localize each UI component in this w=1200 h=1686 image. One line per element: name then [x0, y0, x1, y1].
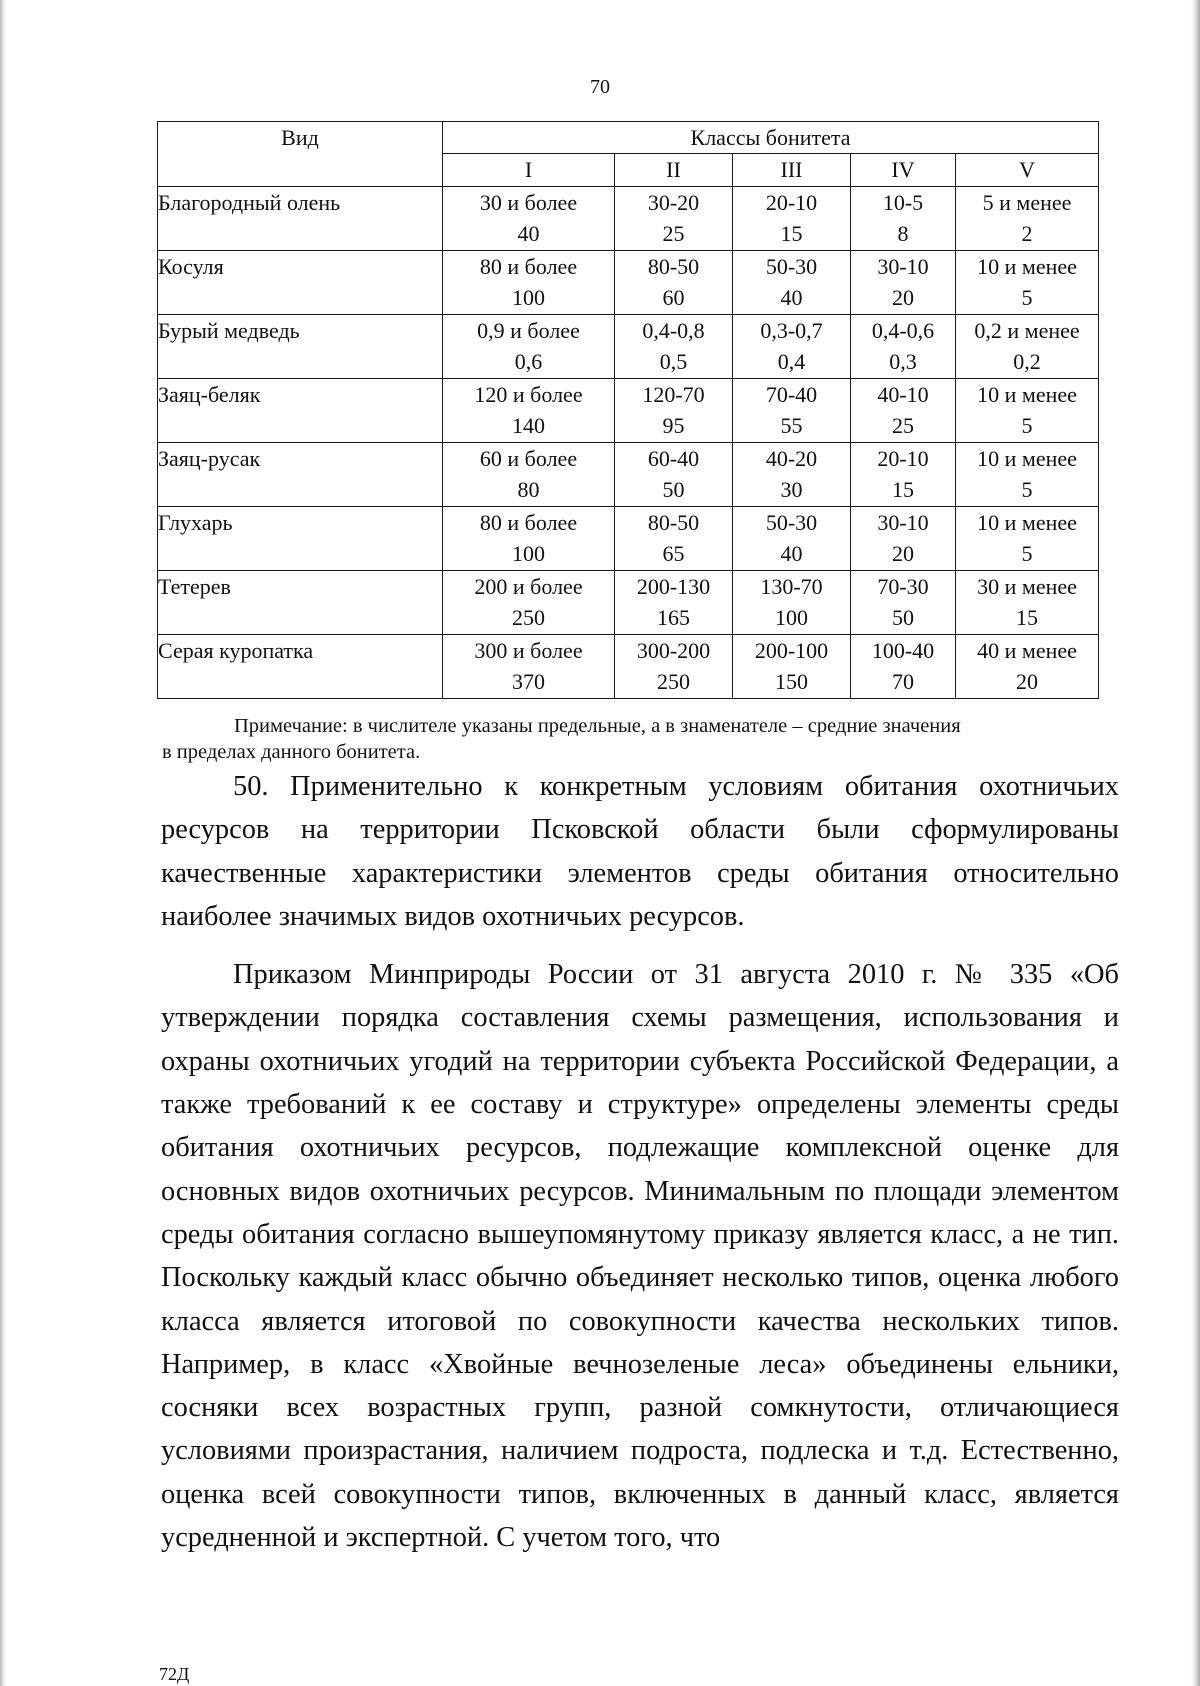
limit-value: 80-50 [647, 254, 700, 279]
average-value: 5 [1021, 541, 1033, 566]
class-value-cell [615, 379, 733, 443]
average-value: 20 [892, 541, 914, 566]
limit-value: 80 и более [479, 254, 578, 279]
class-value-cell [733, 187, 851, 251]
average-value: 5 [1021, 477, 1033, 502]
class-value-cell [956, 187, 1099, 251]
limit-value: 20-10 [765, 190, 818, 215]
limit-value: 130-70 [760, 574, 823, 599]
average-value: 15 [780, 221, 803, 246]
limit-value: 10 и менее [977, 254, 1077, 279]
average-value: 370 [512, 669, 545, 694]
limit-value: 30-10 [877, 254, 929, 279]
average-value: 5 [1021, 285, 1033, 310]
average-value: 65 [662, 541, 685, 566]
class-value-cell [956, 571, 1099, 635]
limit-value: 50-30 [765, 254, 818, 279]
species-cell: Бурый медведь [158, 315, 443, 379]
average-value: 40 [780, 285, 803, 310]
class-value-cell [443, 251, 615, 315]
limit-value: 30-20 [647, 190, 700, 215]
class-header-5: V [956, 154, 1099, 187]
species-cell: Глухарь [158, 507, 443, 571]
limit-value: 80-50 [647, 510, 700, 535]
class-value-cell [956, 635, 1099, 699]
class-value-cell [615, 187, 733, 251]
page-number: 70 [590, 76, 610, 98]
species-column-header: Вид [158, 122, 443, 187]
limit-value: 40-10 [877, 382, 929, 407]
average-value: 60 [662, 285, 685, 310]
limit-value: 70-40 [765, 382, 818, 407]
class-value-cell [443, 443, 615, 507]
limit-value: 0,9 и более [477, 318, 580, 343]
average-value: 0,3 [889, 349, 917, 374]
bonitet-table [157, 121, 1099, 699]
class-value-cell [956, 507, 1099, 571]
class-value-cell [851, 571, 956, 635]
table-row [158, 187, 1099, 251]
class-value-cell [443, 635, 615, 699]
average-value: 0,2 [1013, 349, 1041, 374]
limit-value: 300 и более [474, 638, 583, 663]
average-value: 25 [892, 413, 914, 438]
class-value-cell [733, 507, 851, 571]
table-row [158, 443, 1099, 507]
table-note [162, 713, 1097, 765]
class-value-cell [956, 251, 1099, 315]
average-value: 250 [512, 605, 545, 630]
species-cell: Благородный олень [158, 187, 443, 251]
class-value-cell [443, 571, 615, 635]
limit-value: 0,3-0,7 [760, 318, 823, 343]
average-value: 80 [517, 477, 540, 502]
average-value: 40 [780, 541, 803, 566]
scan-edge-right [1191, 0, 1200, 1686]
table-header-row [158, 122, 1099, 154]
limit-value: 60 и более [479, 446, 578, 471]
average-value: 0,4 [777, 349, 806, 374]
limit-value: 20-10 [877, 446, 929, 471]
table-row [158, 315, 1099, 379]
class-value-cell [956, 379, 1099, 443]
average-value: 50 [892, 605, 914, 630]
average-value: 15 [1016, 605, 1039, 630]
species-cell: Заяц-беляк [158, 379, 443, 443]
limit-value: 10-5 [882, 190, 924, 215]
class-value-cell [733, 379, 851, 443]
average-value: 5 [1021, 413, 1033, 438]
average-value: 165 [657, 605, 690, 630]
table-body [158, 187, 1099, 699]
limit-value: 200-100 [754, 638, 829, 663]
average-value: 40 [517, 221, 540, 246]
limit-value: 120-70 [642, 382, 705, 407]
limit-value: 5 и менее [982, 190, 1072, 215]
species-cell: Тетерев [158, 571, 443, 635]
class-value-cell [956, 315, 1099, 379]
average-value: 50 [662, 477, 685, 502]
average-value: 100 [512, 285, 545, 310]
average-value: 100 [512, 541, 545, 566]
class-value-cell [851, 315, 956, 379]
paragraph-50: 50. Применительно к конкретным условиям обитания охотничьих ресурсов на территории Псковской области были сформулированы качественные характеристики элементов среды обитания относительно наиболее значимых видов охотничьих ресурсов. [161, 771, 1119, 932]
class-value-cell [851, 251, 956, 315]
class-value-cell [615, 315, 733, 379]
class-value-cell [615, 251, 733, 315]
average-value: 95 [662, 413, 685, 438]
limit-value: 60-40 [647, 446, 700, 471]
average-value: 0,6 [514, 349, 543, 374]
class-header-4: IV [851, 154, 956, 187]
species-cell: Серая куропатка [158, 635, 443, 699]
limit-value: 100-40 [871, 638, 935, 663]
class-value-cell [851, 443, 956, 507]
average-value: 30 [780, 477, 803, 502]
limit-value: 50-30 [765, 510, 818, 535]
class-value-cell [615, 507, 733, 571]
limit-value: 40 и менее [977, 638, 1077, 663]
paragraph-order: Приказом Минприроды России от 31 августа 2010 г. № 335 «Об утверждении порядка составления схемы размещения, использования и охраны охотничьих угодий на территории субъекта Российской Федерации, а также требований к ее составу и структуре» определены элементы среды обитания охотничьих ресурсов, подлежащие комплексной оценке для основных видов охотничьих ресурсов. Минимальным по площади элементом среды обитания согласно вышеупомянутому приказу является класс, а не тип. Поскольку каждый класс обычно объединяет несколько типов, оценка любого класса является итоговой по совокупности качества нескольких типов. Например, в класс «Хвойные вечнозеленые леса» объединены ельники, сосняки всех возрастных групп, разной сомкнутости, отличающиеся условиями произрастания, наличием подроста, подлеска и т.д. Естественно, оценка всей совокупности типов, включенных в данный класс, является усредненной и экспертной. С учетом того, что [161, 959, 1119, 1554]
class-value-cell [851, 379, 956, 443]
body-text [161, 765, 1119, 1559]
limit-value: 40-20 [765, 446, 818, 471]
class-header-1: I [443, 154, 615, 187]
average-value: 70 [892, 669, 914, 694]
table-row [158, 507, 1099, 571]
limit-value: 30 и менее [977, 574, 1077, 599]
limit-value: 80 и более [479, 510, 578, 535]
limit-value: 0,4-0,8 [642, 318, 705, 343]
limit-value: 10 и менее [977, 446, 1077, 471]
class-value-cell [851, 187, 956, 251]
limit-value: 200 и более [474, 574, 583, 599]
limit-value: 10 и менее [977, 510, 1077, 535]
class-value-cell [851, 507, 956, 571]
class-header-2: II [615, 154, 733, 187]
limit-value: 300-200 [636, 638, 711, 663]
note-line-1: Примечание: в числителе указаны предельные, а в знаменателе – средние значения [234, 715, 961, 737]
average-value: 250 [657, 669, 690, 694]
class-value-cell [443, 315, 615, 379]
table-row [158, 251, 1099, 315]
species-cell: Косуля [158, 251, 443, 315]
average-value: 100 [775, 605, 808, 630]
average-value: 20 [892, 285, 914, 310]
table-row [158, 635, 1099, 699]
class-value-cell [956, 443, 1099, 507]
classes-column-header: Классы бонитета [443, 122, 1099, 154]
species-cell: Заяц-русак [158, 443, 443, 507]
class-header-3: III [733, 154, 851, 187]
average-value: 140 [512, 413, 545, 438]
limit-value: 120 и более [474, 382, 583, 407]
class-value-cell [733, 443, 851, 507]
average-value: 25 [662, 221, 685, 246]
average-value: 15 [892, 477, 914, 502]
limit-value: 30-10 [877, 510, 929, 535]
class-value-cell [443, 507, 615, 571]
class-value-cell [733, 251, 851, 315]
class-value-cell [733, 315, 851, 379]
average-value: 150 [775, 669, 808, 694]
class-value-cell [443, 379, 615, 443]
average-value: 55 [780, 413, 803, 438]
class-value-cell [615, 443, 733, 507]
class-value-cell [615, 571, 733, 635]
limit-value: 0,4-0,6 [871, 318, 935, 343]
limit-value: 10 и менее [977, 382, 1077, 407]
average-value: 2 [1021, 221, 1033, 246]
limit-value: 70-30 [877, 574, 929, 599]
table-row [158, 571, 1099, 635]
class-value-cell [615, 635, 733, 699]
average-value: 20 [1016, 669, 1039, 694]
class-value-cell [443, 187, 615, 251]
average-value: 0,5 [659, 349, 688, 374]
table-row [158, 379, 1099, 443]
limit-value: 200-130 [636, 574, 711, 599]
scan-edge-left [0, 0, 7, 1686]
limit-value: 30 и более [479, 190, 578, 215]
limit-value: 0,2 и менее [974, 318, 1080, 343]
note-line-2: в пределах данного бонитета. [162, 741, 421, 763]
class-value-cell [733, 571, 851, 635]
average-value: 8 [897, 221, 909, 246]
class-value-cell [733, 635, 851, 699]
footer-code: 72Д [159, 1664, 190, 1684]
class-value-cell [851, 635, 956, 699]
